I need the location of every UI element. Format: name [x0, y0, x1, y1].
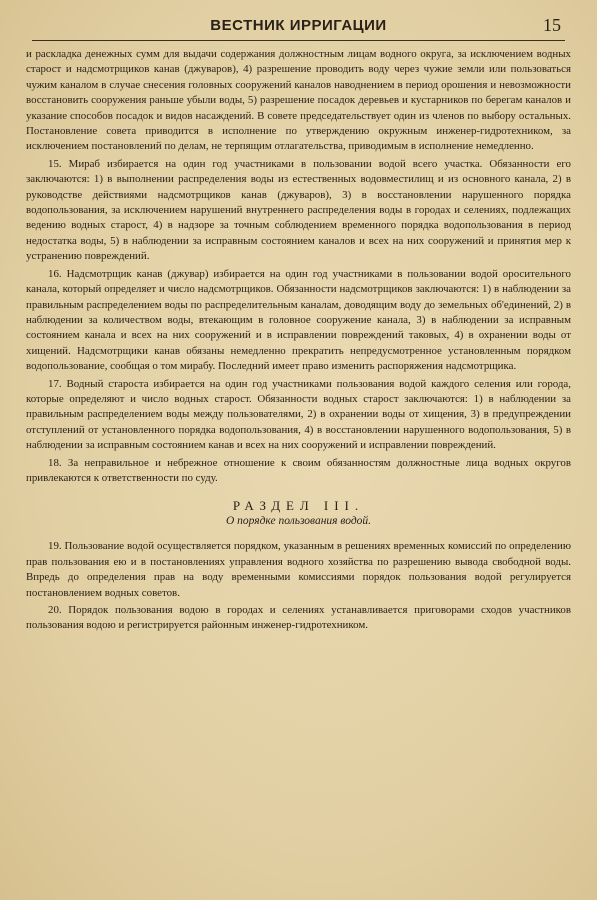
- paragraph-20: 20. Порядок пользования водою в городах и селениях устанавливается приговорами сходов участников пользования водою и регистрируется районным инженер-гидротехником.: [26, 604, 571, 632]
- paragraph-continuation: и раскладка денежных сумм для выдачи содержания должностным лицам водного округа, за исключением водных старост и надсмотрщиков канав (джуваров), 4) разрешение проводить воду через чужие земли или пользоваться чужим каналом в случае снесения головных сооружений каналов наводнением в период орошения и невозможности восстановить сооружения раньше убыли воды, 5) разрешение посадок деревьев и кустарников по берегам каналов и указание способов посадок и видов насаждений. В совете председательствует один из членов по выбору остальных. Постановление совета приводится в исполнение по утверждению окружным инженер-гидротехником, за исключением постановлений по делам, не терпящим отлагательства, приводимым в исполнение немедленно.: [26, 48, 571, 153]
- section-subtitle: О порядке пользования водой.: [225, 515, 372, 528]
- page-header: [32, 16, 565, 41]
- paragraph-19: 19. Пользование водой осуществляется порядком, указанным в решениях временных комиссий по определению прав пользования ею и в постановлениях управления водного хозяйства по разрешению вывода свободной воды. Впредь до определения прав на воду временными комиссиями порядок пользования водой регулируется постановлением водных советов.: [26, 540, 571, 599]
- paragraph-17: 17. Водный староста избирается на один год участниками пользования водой каждого селения или города, которые определяют и число водных старост. Обязанности водных старост заключаются: 1) в наблюдении за правильным распределением воды между пользователями, 2) в охранении воды от хищения, 3) в предупреждении отступлений от установленного порядка водопользования, 4) в восстановлении нарушенного водопользования, 5) в наблюдении за исправным состоянием канав и всех на них сооружений и исправлении повреждений.: [26, 377, 571, 452]
- paragraph-16: 16. Надсмотрщик канав (джувар) избирается на один год участниками в пользовании водой оросительного канала, который определяет и число надсмотрщиков. Обязанности надсмотрщиков заключаются: 1) в наблюдении за правильным распределением воды по распределительным каналам, доводящим воду до земельных об'единений, 2) в наблюдении за количеством воды, втекающим в головное сооружение канала, 3) в наблюдении за исправным состоянием канала и всех на них сооружений и в исправлении повреждений таковых, 4) в охранении воды от хищений. Надсмотрщики канав обязаны немедленно прекратить непредусмотренное установленным порядком водопользование, сообщая о том мирабу. Последний имеет право изменить распоряжения надсмотрщика.: [26, 267, 571, 373]
- section-title: РАЗДЕЛ III.: [232, 498, 365, 514]
- journal-title: ВЕСТНИК ИРРИГАЦИИ: [210, 17, 387, 34]
- paragraph-18: 18. За неправильное и небрежное отношение к своим обязанностям должностные лица водных округов привлекаются к ответственности по суду.: [26, 456, 571, 484]
- paragraph-15: 15. Мираб избирается на один год участниками в пользовании водой всего участка. Обязанности его заключаются: 1) в выполнении распределения воды из естественных водовместилищ и из основного канала, 2) в руководстве действиями надсмотрщиков канав (джуваров), 3) в восстановлении нарушенного порядка водопользования, за исключением нарушений внутреннего распределения воды в городах и селениях, подлежащих ведению водных старост, 4) в надзоре за точным соблюдением временного порядка водопользования в период недостатка воды, 5) в наблюдении за исправным состоянием каналов и всех на них сооружений и принятия мер к устранению повреждений.: [26, 157, 571, 263]
- page-number: 15: [543, 15, 561, 35]
